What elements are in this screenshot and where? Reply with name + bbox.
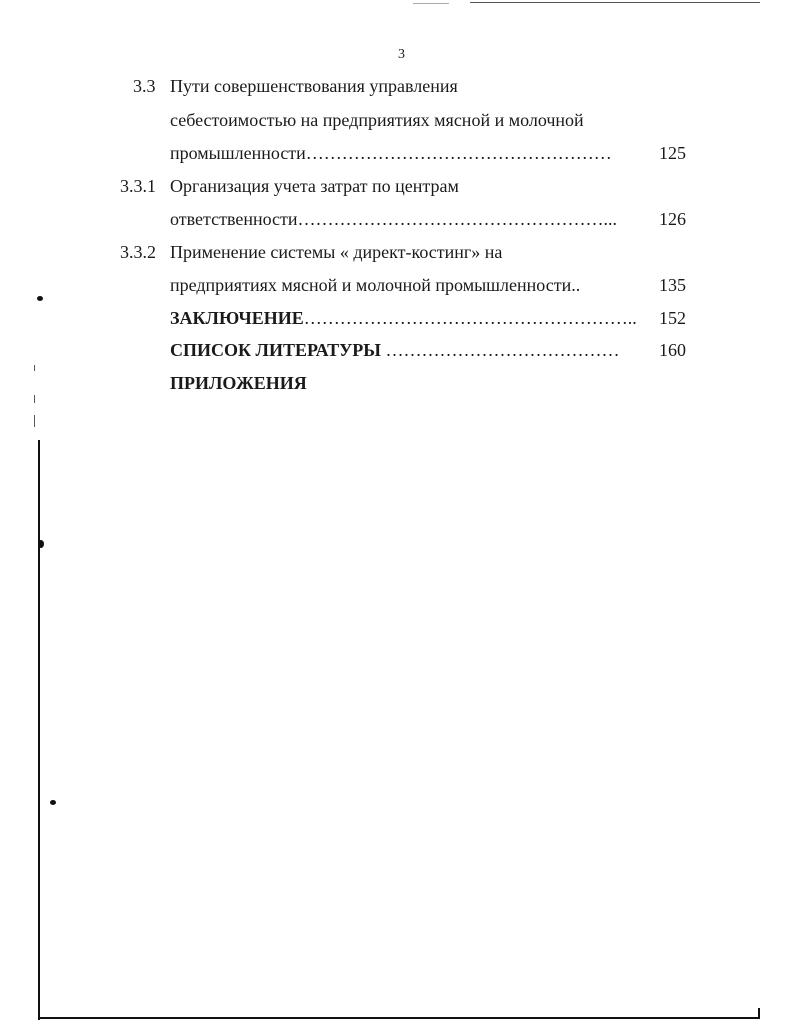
toc-leader-dots: ………………………………………………..	[303, 308, 637, 328]
toc-entry-line: ответственности……………………………………………...	[170, 209, 618, 229]
scan-speck	[38, 540, 44, 548]
page-border-bottom	[38, 1017, 760, 1019]
toc-entry-line: себестоимостью на предприятиях мясной и молочной	[170, 110, 584, 130]
toc-leader-dots: …………………………………	[380, 340, 620, 360]
scan-tick	[34, 365, 35, 371]
scan-tick	[34, 395, 35, 403]
toc-entry-line: Организация учета затрат по центрам	[170, 176, 459, 196]
page-border-left	[38, 440, 40, 1020]
toc-section-title: СПИСОК ЛИТЕРАТУРЫ	[170, 340, 381, 360]
toc-entry-line: предприятиях мясной и молочной промышленности..	[170, 275, 581, 295]
toc-section-title: ЗАКЛЮЧЕНИЕ	[170, 308, 304, 328]
toc-entry-page: 135	[659, 275, 686, 295]
toc-entry-page: 160	[659, 340, 686, 360]
page-border-right	[758, 1008, 760, 1019]
toc-entry-number: 3.3.1	[120, 176, 156, 196]
toc-entry-page: 125	[659, 143, 686, 163]
scan-speck	[37, 296, 43, 301]
page-number: 3	[398, 47, 405, 62]
scan-tick	[34, 415, 35, 427]
toc-section-line	[170, 307, 637, 329]
toc-entry-page: 152	[659, 308, 686, 328]
toc-entry-line: промышленности……………………………………………	[170, 143, 612, 163]
toc-entry-line: Пути совершенствования управления	[170, 76, 458, 96]
toc-section-line	[170, 339, 619, 361]
toc-entry-page: 126	[659, 209, 686, 229]
scan-speck	[50, 800, 56, 805]
toc-entry-number: 3.3	[133, 76, 156, 96]
toc-entry-line: Применение системы « директ-костинг» на	[170, 242, 503, 262]
scan-line-top	[470, 2, 760, 3]
toc-entry-number: 3.3.2	[120, 242, 156, 262]
toc-section-title: ПРИЛОЖЕНИЯ	[170, 373, 307, 393]
scan-mark-top	[413, 3, 449, 4]
